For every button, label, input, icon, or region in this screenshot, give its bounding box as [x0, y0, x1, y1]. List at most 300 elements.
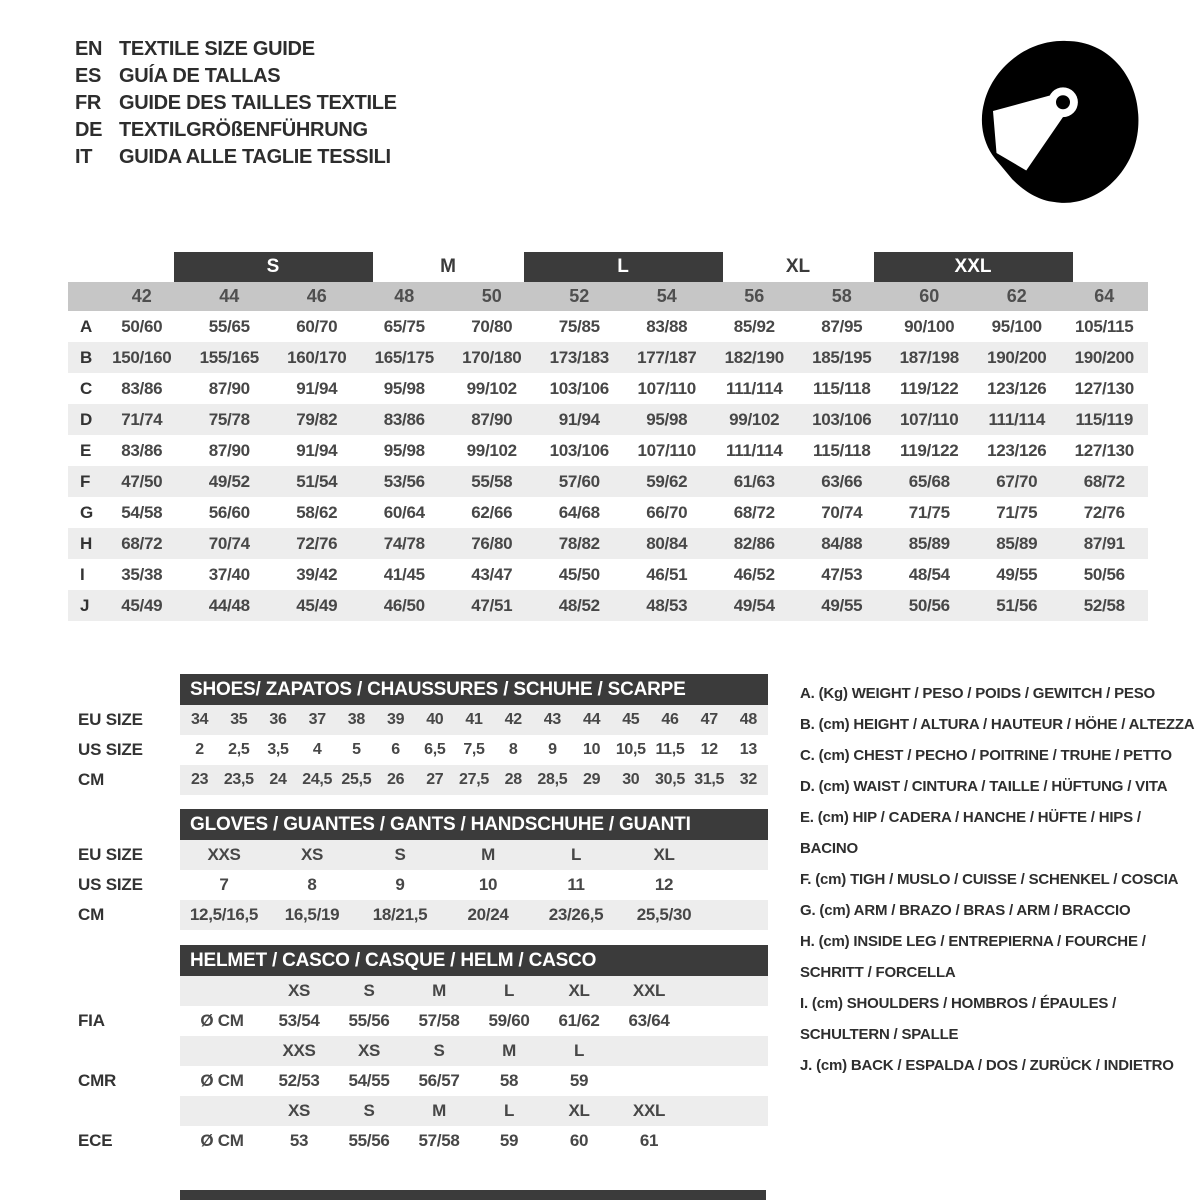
size-value: 87/90	[471, 409, 513, 429]
textile-row-e	[68, 435, 1148, 466]
size-value: 37	[308, 711, 326, 728]
row-letter: J	[80, 595, 90, 615]
row-label: US SIZE	[78, 875, 143, 894]
size-value: 43/47	[471, 564, 513, 584]
language-row	[75, 117, 397, 144]
size-value: 90/100	[904, 316, 955, 336]
size-value: 56/60	[208, 502, 250, 522]
euro-size: 48	[394, 286, 415, 306]
size-band-m: M	[440, 256, 456, 277]
row-label: CM	[78, 905, 105, 924]
size-value: 87/90	[208, 378, 250, 398]
size-value: 68/72	[1083, 471, 1125, 491]
size-value: 54/55	[348, 1071, 390, 1090]
size-value: 35	[230, 711, 248, 728]
size-value: 20/24	[467, 905, 509, 924]
size-value: 91/94	[296, 378, 338, 398]
size-value: 53	[289, 1131, 309, 1150]
size-value: 99/102	[466, 378, 517, 398]
size-value: 87/91	[1083, 533, 1125, 553]
size-value: 79/82	[296, 409, 338, 429]
size-value: S	[394, 845, 406, 864]
helmet-size: XS	[287, 1101, 311, 1120]
table-row	[68, 765, 770, 795]
helmet-size: L	[503, 981, 515, 1000]
size-value: 185/195	[812, 347, 872, 367]
row-values	[180, 735, 768, 765]
size-value: 30,5	[655, 771, 685, 788]
size-band-xxl: XXL	[874, 252, 1073, 282]
textile-row-b	[68, 342, 1148, 373]
size-value: 62/66	[471, 502, 513, 522]
size-value: 53/56	[383, 471, 425, 491]
size-value: 55/65	[208, 316, 250, 336]
size-value: 55/56	[348, 1011, 390, 1030]
size-value: 23,5	[223, 771, 254, 788]
size-value: 95/98	[646, 409, 688, 429]
row-values	[180, 870, 768, 900]
size-value: 55/56	[348, 1131, 390, 1150]
language-row	[75, 90, 397, 117]
size-value: 190/200	[987, 347, 1047, 367]
size-value: 57/58	[418, 1131, 460, 1150]
textile-row-a	[68, 311, 1148, 342]
table-row	[68, 735, 770, 765]
size-value: 50/60	[121, 316, 163, 336]
size-value: 8	[508, 741, 518, 758]
size-value: 28,5	[537, 771, 568, 788]
size-value: 12	[700, 741, 718, 758]
size-value: 27	[426, 771, 444, 788]
size-value: 9	[395, 875, 405, 894]
size-value: 67/70	[996, 471, 1038, 491]
size-value: 48	[739, 711, 757, 728]
size-value: 32	[739, 771, 757, 788]
helmet-size: M	[502, 1041, 516, 1060]
helmet-size: XS	[287, 981, 311, 1000]
size-value: 47/50	[121, 471, 163, 491]
size-value: 49/54	[733, 595, 775, 615]
size-value: 177/187	[637, 347, 697, 367]
size-value: 84/88	[821, 533, 863, 553]
size-value: 6,5	[424, 741, 446, 758]
language-code: EN	[75, 38, 103, 60]
section-header-gloves: GLOVES / GUANTES / GANTS / HANDSCHUHE / GUANTI	[180, 809, 768, 840]
language-code: ES	[75, 65, 102, 87]
size-value: 2	[195, 741, 204, 758]
row-letter: E	[80, 440, 92, 460]
measurement-legend	[800, 678, 1200, 1081]
size-value: 70/74	[821, 502, 863, 522]
helmet-size: L	[503, 1101, 515, 1120]
size-value: 50/56	[908, 595, 950, 615]
textile-row-i	[68, 559, 1148, 590]
size-value: 182/190	[724, 347, 784, 367]
helmet-size: XL	[568, 1101, 590, 1120]
legend-line: C. (cm) CHEST / PECHO / POITRINE / TRUHE / PETTO	[800, 747, 1172, 764]
legend-line: F. (cm) TIGH / MUSLO / CUISSE / SCHENKEL / COSCIA	[800, 871, 1179, 888]
size-value: 160/170	[287, 347, 347, 367]
size-value: 51/54	[296, 471, 338, 491]
size-value: 119/122	[900, 378, 959, 398]
size-value: 10,5	[615, 741, 646, 758]
size-value: 71/74	[121, 409, 163, 429]
size-value: 75/78	[208, 409, 250, 429]
size-value: 173/183	[549, 347, 609, 367]
shoes-size-table	[68, 674, 770, 795]
size-value: 63/66	[821, 471, 863, 491]
size-value: 64/68	[558, 502, 600, 522]
size-value: 58/62	[296, 502, 338, 522]
size-value: 80/84	[646, 533, 688, 553]
row-letter: I	[80, 564, 85, 584]
section-header-helmet: HELMET / CASCO / CASQUE / HELM / CASCO	[180, 945, 768, 976]
textile-row-h	[68, 528, 1148, 559]
size-value: 115/118	[813, 440, 871, 460]
size-value: 83/86	[383, 409, 425, 429]
size-value: 187/198	[899, 347, 959, 367]
language-title: GUÍA DE TALLAS	[119, 65, 281, 87]
size-value: 10	[582, 741, 601, 758]
size-value: 56/57	[418, 1071, 460, 1090]
size-value: 155/165	[199, 347, 259, 367]
size-value: 115/119	[1075, 409, 1133, 429]
size-value: 99/102	[466, 440, 517, 460]
textile-row-g	[68, 497, 1148, 528]
size-value: 123/126	[987, 440, 1047, 460]
size-value: 45/50	[558, 564, 600, 584]
textile-row-d	[68, 404, 1148, 435]
row-letter: B	[80, 347, 92, 367]
size-value: 95/98	[383, 378, 425, 398]
size-value: 7,5	[463, 741, 485, 758]
size-value: 68/72	[733, 502, 775, 522]
size-value: 29	[582, 771, 601, 788]
euro-size: 42	[131, 286, 152, 306]
helmet-size: L	[573, 1041, 585, 1060]
size-value: 107/110	[900, 409, 959, 429]
legend-line: SCHRITT / FORCELLA	[800, 964, 956, 981]
size-value: 119/122	[900, 440, 959, 460]
row-letter: D	[80, 409, 92, 429]
size-value: 8	[307, 875, 317, 894]
helmet-sizes-row	[68, 976, 770, 1006]
euro-size: 60	[919, 286, 940, 306]
size-value: 75/85	[558, 316, 600, 336]
row-letter: A	[80, 316, 92, 336]
size-value: 72/76	[296, 533, 338, 553]
size-value: 31,5	[694, 771, 725, 788]
size-value: 45/49	[296, 595, 338, 615]
legend-line: E. (cm) HIP / CADERA / HANCHE / HÜFTE / HIPS / BACINO	[800, 809, 1141, 857]
euro-size: 50	[481, 286, 502, 306]
textile-row-c	[68, 373, 1148, 404]
section-header-shoes: SHOES/ ZAPATOS / CHAUSSURES / SCHUHE / SCARPE	[180, 674, 768, 705]
helmet-size: XL	[568, 981, 590, 1000]
size-value: 34	[190, 711, 209, 728]
size-value: 41/45	[383, 564, 425, 584]
table-row	[68, 900, 770, 930]
size-value: 91/94	[558, 409, 600, 429]
row-values	[180, 1006, 768, 1036]
euro-size: 64	[1094, 286, 1115, 306]
size-value: 48/54	[908, 564, 950, 584]
size-value: 59/60	[488, 1011, 530, 1030]
diameter-unit: Ø CM	[200, 1011, 244, 1030]
language-title-list	[75, 36, 397, 171]
euro-size-row	[68, 282, 1148, 311]
size-value: 95/98	[383, 440, 425, 460]
size-value: 47/53	[821, 564, 863, 584]
size-value: 60	[569, 1131, 589, 1150]
size-value: 74/78	[383, 533, 425, 553]
size-value: 111/114	[725, 378, 783, 398]
size-value: 165/175	[374, 347, 434, 367]
row-label-spacer	[68, 1036, 180, 1066]
helmet-sizes-row	[68, 1096, 770, 1126]
textile-measure-rows	[68, 311, 1148, 621]
size-value: 91/94	[296, 440, 338, 460]
helmet-size: XS	[357, 1041, 381, 1060]
size-value: 49/52	[208, 471, 250, 491]
size-value: 28	[504, 771, 522, 788]
size-value: 11,5	[655, 741, 685, 758]
cropped-next-section-bar	[180, 1190, 766, 1200]
size-value: 103/106	[812, 409, 872, 429]
size-value: 78/82	[558, 533, 600, 553]
size-value: 60/70	[296, 316, 338, 336]
row-values	[180, 1096, 768, 1126]
textile-row-j	[68, 590, 1148, 621]
size-value: 59	[499, 1131, 519, 1150]
language-row	[75, 63, 397, 90]
size-value: 46/50	[383, 595, 425, 615]
size-value: 44/48	[208, 595, 250, 615]
size-value: 59	[569, 1071, 589, 1090]
racing-helmet-icon	[972, 28, 1147, 208]
size-value: 59/62	[646, 471, 688, 491]
size-value: 45	[622, 711, 640, 728]
size-value: 24,5	[302, 771, 333, 788]
size-value: 5	[352, 741, 361, 758]
size-value: 85/89	[996, 533, 1038, 553]
size-value: 57/60	[558, 471, 600, 491]
size-value: 46/51	[646, 564, 688, 584]
size-value: 61	[639, 1131, 659, 1150]
size-value: 70/74	[208, 533, 250, 553]
language-title: TEXTILGRÖßENFÜHRUNG	[119, 119, 368, 141]
size-value: 9	[548, 741, 557, 758]
legend-line: G. (cm) ARM / BRAZO / BRAS / ARM / BRACCIO	[800, 902, 1131, 919]
size-value: 107/110	[637, 378, 696, 398]
size-value: 38	[347, 711, 365, 728]
legend-line: H. (cm) INSIDE LEG / ENTREPIERNA / FOURCHE /	[800, 933, 1146, 950]
size-value: 63/64	[628, 1011, 670, 1030]
size-value: 83/86	[121, 378, 163, 398]
row-letter: C	[80, 378, 92, 398]
row-values	[180, 705, 768, 735]
racing-helmet-icon	[972, 28, 1147, 208]
size-band-s: S	[174, 252, 373, 282]
size-value: 52/58	[1083, 595, 1125, 615]
size-value: 11	[567, 875, 585, 894]
size-value: 111/114	[725, 440, 783, 460]
helmet-values-row	[68, 1006, 770, 1036]
size-value: 54/58	[121, 502, 163, 522]
size-value: 103/106	[549, 378, 609, 398]
row-label-spacer	[68, 1096, 180, 1126]
row-label: EU SIZE	[78, 710, 143, 729]
row-label: FIA	[78, 1011, 105, 1030]
size-value: 36	[269, 711, 287, 728]
size-value: 115/118	[813, 378, 871, 398]
size-value: 107/110	[637, 440, 696, 460]
size-value: 87/95	[821, 316, 863, 336]
size-value: 12	[654, 875, 674, 894]
size-value: 66/70	[646, 502, 688, 522]
size-value: 25,5	[341, 771, 372, 788]
size-value: 7	[219, 875, 229, 894]
legend-line: I. (cm) SHOULDERS / HOMBROS / ÉPAULES /	[800, 995, 1117, 1012]
euro-size: 52	[569, 286, 590, 306]
row-label: CM	[78, 770, 105, 789]
size-value: 99/102	[729, 409, 780, 429]
size-value: 103/106	[549, 440, 609, 460]
table-row	[68, 870, 770, 900]
size-value: 48/52	[558, 595, 600, 615]
size-value: XXS	[207, 845, 241, 864]
size-value: 3,5	[267, 741, 289, 758]
size-value: XL	[653, 845, 675, 864]
size-value: 39/42	[296, 564, 338, 584]
size-value: 61/63	[733, 471, 775, 491]
size-value: 13	[739, 741, 757, 758]
helmet-values-row	[68, 1066, 770, 1096]
size-value: 2,5	[228, 741, 250, 758]
table-row	[68, 705, 770, 735]
euro-size: 62	[1006, 286, 1027, 306]
row-values	[180, 1126, 768, 1156]
size-value: 50/56	[1083, 564, 1125, 584]
textile-row-f	[68, 466, 1148, 497]
helmet-size-table	[68, 945, 770, 1156]
size-value: 127/130	[1074, 440, 1134, 460]
size-value: 72/76	[1083, 502, 1125, 522]
row-values	[180, 900, 768, 930]
size-value: 46	[661, 711, 679, 728]
size-value: 12,5/16,5	[189, 905, 259, 924]
size-value: 190/200	[1074, 347, 1134, 367]
helmet-size: M	[432, 981, 446, 1000]
helmet-values-row	[68, 1126, 770, 1156]
size-value: 43	[543, 711, 561, 728]
diameter-unit: Ø CM	[200, 1071, 244, 1090]
size-value: 48/53	[646, 595, 688, 615]
euro-size: 54	[656, 286, 677, 306]
row-label: ECE	[78, 1131, 113, 1150]
size-value: 30	[622, 771, 640, 788]
legend-line: A. (Kg) WEIGHT / PESO / POIDS / GEWITCH / PESO	[800, 685, 1155, 702]
row-values	[180, 840, 768, 870]
row-letter: F	[80, 471, 91, 491]
row-label-spacer	[68, 976, 180, 1006]
euro-size: 58	[831, 286, 852, 306]
size-value: 49/55	[821, 595, 863, 615]
size-value: 65/75	[383, 316, 425, 336]
size-value: 52/53	[278, 1071, 320, 1090]
table-row	[68, 840, 770, 870]
size-value: 26	[386, 771, 405, 788]
size-value: 39	[386, 711, 405, 728]
size-value: 49/55	[996, 564, 1038, 584]
legend-line: D. (cm) WAIST / CINTURA / TAILLE / HÜFTUNG / VITA	[800, 778, 1168, 795]
size-value: 170/180	[462, 347, 522, 367]
euro-size: 56	[744, 286, 765, 306]
size-value: 37/40	[208, 564, 250, 584]
size-value: 44	[582, 711, 601, 728]
size-band-xl: XL	[785, 256, 811, 277]
legend-line: J. (cm) BACK / ESPALDA / DOS / ZURÜCK / INDIETRO	[800, 1057, 1174, 1074]
size-value: 71/75	[908, 502, 950, 522]
language-code: FR	[75, 92, 102, 114]
size-value: 85/89	[908, 533, 950, 553]
row-values	[180, 1036, 768, 1066]
language-row	[75, 144, 397, 171]
size-value: 53/54	[278, 1011, 320, 1030]
textile-size-table	[68, 252, 1148, 621]
size-value: 123/126	[987, 378, 1047, 398]
helmet-size: XXS	[282, 1041, 316, 1060]
size-value: XS	[300, 845, 324, 864]
size-value: 6	[391, 741, 400, 758]
size-value: 27,5	[459, 771, 489, 788]
size-value: 41	[465, 711, 483, 728]
size-value: 82/86	[733, 533, 775, 553]
size-value: 150/160	[112, 347, 172, 367]
language-title: TEXTILE SIZE GUIDE	[119, 38, 315, 60]
size-band-l: L	[524, 252, 723, 282]
euro-size: 46	[306, 286, 327, 306]
legend-line: B. (cm) HEIGHT / ALTURA / HAUTEUR / HÖHE / ALTEZZA	[800, 716, 1195, 733]
size-value: 87/90	[208, 440, 250, 460]
size-band-row	[68, 252, 1148, 282]
size-value: 85/92	[733, 316, 775, 336]
size-value: 18/21,5	[372, 905, 428, 924]
row-values	[180, 765, 768, 795]
size-value: 24	[269, 771, 287, 788]
size-value: 4	[312, 741, 322, 758]
row-letter: H	[80, 533, 92, 553]
size-value: 55/58	[471, 471, 513, 491]
row-letter: G	[80, 502, 93, 522]
size-value: 45/49	[121, 595, 163, 615]
size-value: 111/114	[988, 409, 1046, 429]
row-values	[180, 976, 768, 1006]
size-value: 23/26,5	[548, 905, 604, 924]
size-value: 57/58	[418, 1011, 460, 1030]
size-value: L	[570, 845, 582, 864]
size-value: 71/75	[996, 502, 1038, 522]
size-value: 68/72	[121, 533, 163, 553]
size-value: 25,5/30	[636, 905, 692, 924]
legend-line: SCHULTERN / SPALLE	[800, 1026, 959, 1043]
euro-size: 44	[219, 286, 240, 306]
size-value: 60/64	[383, 502, 425, 522]
size-value: 83/88	[646, 316, 688, 336]
helmet-sizes-row	[68, 1036, 770, 1066]
language-title: GUIDA ALLE TAGLIE TESSILI	[119, 146, 391, 168]
helmet-size: M	[432, 1101, 446, 1120]
